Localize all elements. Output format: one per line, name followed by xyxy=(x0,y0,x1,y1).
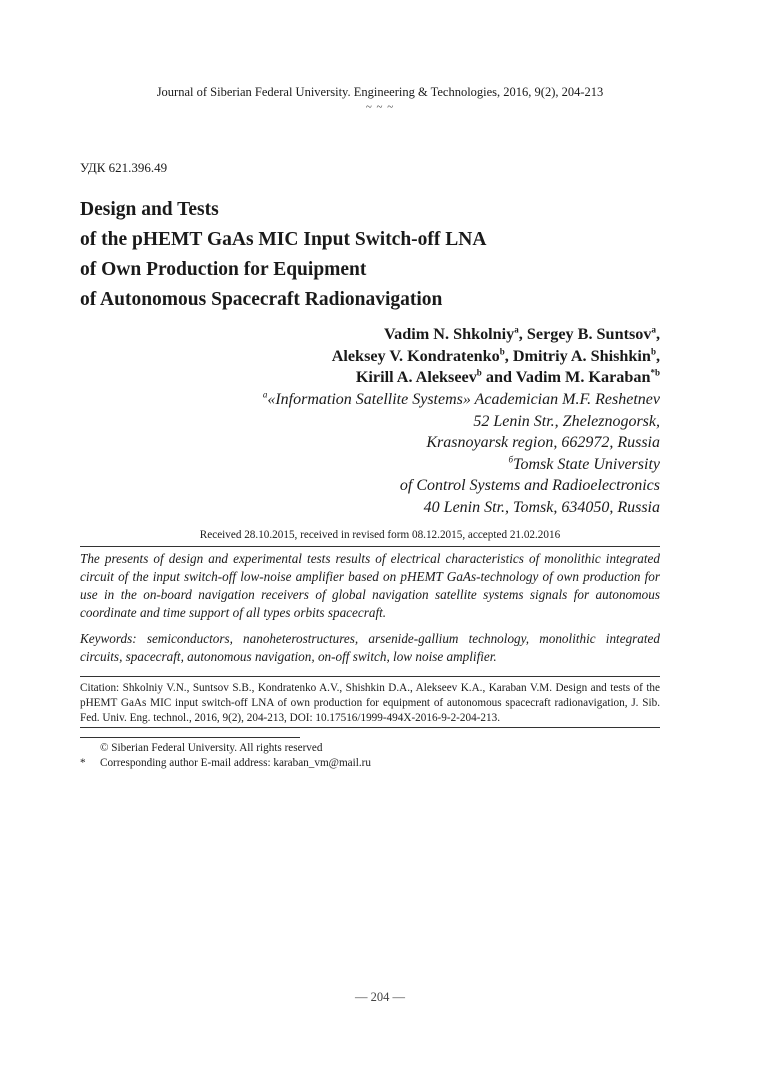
author-list xyxy=(332,324,660,389)
title-line: of Autonomous Spacecraft Radionavigation xyxy=(80,289,443,310)
page-number: — 204 — xyxy=(355,990,405,1004)
affiliation-line: $^a$«Information Satellite Systems» Academician M.F. Reshetnev xyxy=(262,389,660,408)
author-name: Vadim N. Shkolniy xyxy=(383,325,515,343)
affil-mark: б xyxy=(508,454,514,465)
divider xyxy=(80,546,660,547)
divider xyxy=(80,676,660,677)
citation: Citation: Shkolniy V.N., Suntsov S.B., Kondratenko A.V., Shishkin D.A., Alekseev K.A., Karaban V.M. Design and tests of the pHEMT GaAs MIC input switch-off LNA of own production for equipment of autonomous spacecraft radionavigation, J. Sib. Fed. Univ. Eng. technol., 2016, 9(2), 204-213, DOI: 10.17516/1999-494X-2016-9-2-204-213. xyxy=(80,682,660,724)
author-affil-mark: b xyxy=(499,346,505,357)
footnote-rule xyxy=(80,737,300,738)
abstract: The presents of design and experimental tests results of electrical characteristics of monolithic integrated circuit of the input switch-off low-noise amplifier based on pHEMT GaAs-technology of own production for use in the on-board navigation receivers of global navigation satellite systems signals for autonomous coordinate and time support of all types orbits spacecraft. xyxy=(80,551,660,620)
title-line: Design and Tests xyxy=(80,199,219,220)
affiliation-line: 40 Lenin Str., Tomsk, 634050, Russia xyxy=(423,498,660,516)
udk-code: УДК 621.396.49 xyxy=(80,160,168,175)
corresponding-author-note: * Corresponding author E-mail address: karaban_vm@mail.ru xyxy=(80,757,371,769)
author-affil-mark: b xyxy=(650,346,656,357)
journal-header: Journal of Siberian Federal University. Engineering & Technologies, 2016, 9(2), 204-213 xyxy=(156,85,604,99)
affiliation-line: Krasnoyarsk region, 662972, Russia xyxy=(426,434,660,451)
author-affil-mark: a xyxy=(651,324,656,335)
affil-mark: a xyxy=(262,389,268,400)
author-name: Kirill A. Alekseev xyxy=(355,368,477,386)
title-line: of the pHEMT GaAs MIC Input Switch-off LNA xyxy=(80,229,487,250)
header-ornament: ~ ~ ~ xyxy=(365,101,395,113)
keywords: Keywords: semiconductors, nanoheterostructures, arsenide-gallium technology, monolithic integrated circuits, spacecraft, autonomous navigation, on-off switch, low noise amplifier. xyxy=(80,631,660,664)
copyright-note: © Siberian Federal University. All rights reserved xyxy=(100,742,323,754)
author-name: Aleksey V. Kondratenko xyxy=(331,346,500,365)
author-name: Vadim M. Karaban xyxy=(515,368,651,386)
received-dates: Received 28.10.2015, received in revised form 08.12.2015, accepted 21.02.2016 xyxy=(199,529,561,541)
author-affil-mark: *b xyxy=(650,367,660,378)
affiliation-line: $^б$Tomsk State University xyxy=(508,454,660,473)
author-line: Vadim N. Shkolniy$^a$, Sergey B. Suntsov$^a$, xyxy=(383,324,660,343)
author-affil-mark: b xyxy=(476,367,482,378)
author-line: Aleksey V. Kondratenko$^b$, Dmitriy A. Shishkin$^b$, xyxy=(331,346,660,365)
author-name: Dmitriy A. Shishkin xyxy=(512,346,651,365)
affiliations xyxy=(263,389,660,518)
author-line: Kirill A. Alekseev$^b$ and Vadim M. Karaban$^{*b}$ xyxy=(355,367,660,386)
author-name: Sergey B. Suntsov xyxy=(526,325,652,343)
paper-title xyxy=(80,195,680,315)
footnote-mark: * xyxy=(80,757,86,769)
affiliation-line: 52 Lenin Str., Zheleznogorsk, xyxy=(473,412,660,430)
divider xyxy=(80,727,660,728)
author-affil-mark: a xyxy=(514,324,519,335)
affiliation-line: of Control Systems and Radioelectronics xyxy=(399,477,660,494)
title-line: of Own Production for Equipment xyxy=(80,259,367,280)
